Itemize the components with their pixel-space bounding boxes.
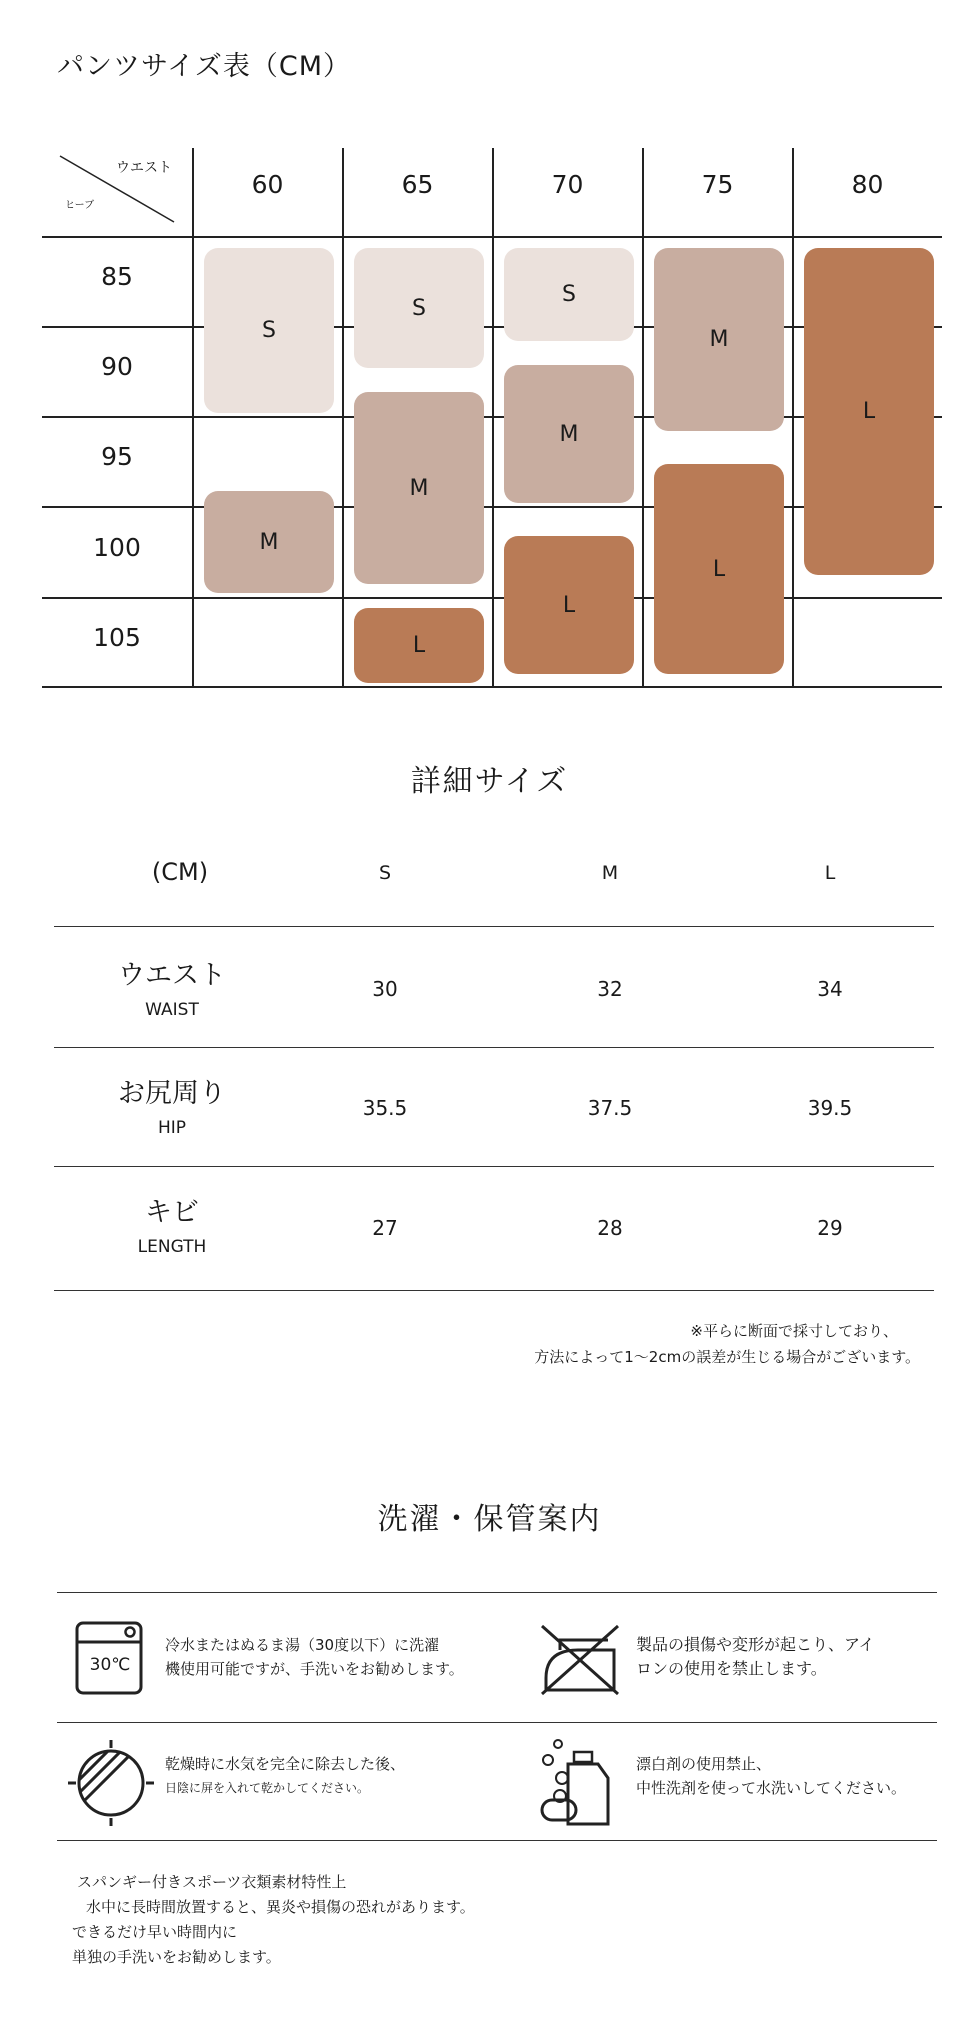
hip-header: 100 (93, 533, 141, 562)
care-text-line: 乾燥時に水気を完全に除去した後、 (165, 1755, 406, 1773)
care-text-line: 機使用可能ですが、手洗いをお勧めします。 (165, 1660, 464, 1678)
size-chart-title: パンツサイズ表（CM） (57, 51, 351, 82)
detail-row-label-en: LENGTH (137, 1237, 207, 1257)
detail-divider (54, 926, 934, 927)
grid-line (642, 148, 644, 688)
hip-header: 85 (101, 262, 133, 291)
measure-note: ※平らに断面で採寸しており、 (690, 1322, 898, 1340)
detail-row-label: ウエスト (118, 960, 226, 991)
size-cell-l: L (504, 536, 634, 674)
grid-line (342, 148, 344, 688)
hip-header: 105 (93, 623, 141, 652)
size-cell-s: S (504, 248, 634, 341)
size-cell-m: M (654, 248, 784, 431)
detail-value: 34 (817, 977, 843, 1001)
detail-value: 37.5 (587, 1096, 633, 1120)
care-text-line: 製品の損傷や変形が起こり、アイ (636, 1635, 875, 1654)
size-cell-s: S (204, 248, 334, 413)
size-cell-m: M (504, 365, 634, 503)
care-text-line: 冷水またはぬるま湯（30度以下）に洗濯 (165, 1636, 440, 1654)
care-divider (57, 1722, 937, 1723)
care-title: 洗濯・保管案内 (377, 1502, 602, 1537)
no-iron-icon (538, 1620, 622, 1700)
detail-value: 39.5 (807, 1096, 853, 1120)
care-divider (57, 1840, 937, 1841)
detail-unit-header: (CM) (151, 858, 209, 886)
care-text (636, 1752, 906, 1800)
detail-row-label: キビ (145, 1197, 199, 1228)
warning-line: 単独の手洗いをお勧めします。 (72, 1948, 281, 1966)
detail-row-label-en: WAIST (145, 1000, 199, 1020)
hip-header: 95 (101, 442, 133, 471)
waist-header: 80 (851, 170, 884, 199)
care-text-line: 中性洗剤を使って水洗いしてください。 (636, 1779, 907, 1797)
waist-header: 75 (701, 170, 734, 199)
waist-header: 70 (551, 170, 584, 199)
waist-header: 65 (401, 170, 434, 199)
size-cell-l: L (804, 248, 934, 575)
size-cell-m: M (204, 491, 334, 593)
waist-header: 60 (251, 170, 284, 199)
care-warning (72, 1870, 475, 1970)
care-text-line: 漂白剤の使用禁止、 (636, 1755, 772, 1773)
wash-temperature: 30℃ (89, 1655, 131, 1675)
hip-header: 90 (101, 352, 133, 381)
detail-value: 27 (372, 1216, 398, 1240)
detail-row-label-en: HIP (157, 1118, 187, 1138)
detail-title: 詳細サイズ (410, 764, 569, 799)
detail-divider (54, 1290, 934, 1291)
size-cell-l: L (654, 464, 784, 674)
detail-divider (54, 1166, 934, 1167)
corner-hip-label: ヒーブ (65, 200, 95, 211)
measure-note: 方法によって1～2cmの誤差が生じる場合がございます。 (534, 1348, 920, 1366)
warning-line: スパンギー付きスポーツ衣類素材特性上 (77, 1873, 347, 1891)
shade-dry-icon (66, 1738, 156, 1832)
care-text (636, 1633, 875, 1681)
detail-size-header: M (601, 862, 619, 884)
detail-size-header: L (824, 862, 836, 884)
detail-value: 35.5 (362, 1096, 408, 1120)
care-text-line: ロンの使用を禁止します。 (636, 1659, 827, 1678)
size-cell-m: M (354, 392, 484, 584)
detail-value: 28 (597, 1216, 623, 1240)
detail-row-label: お尻周り (118, 1078, 226, 1109)
corner-waist-label: ウエスト (116, 160, 172, 176)
care-divider (57, 1592, 937, 1593)
detail-value: 30 (372, 977, 398, 1001)
detail-value: 29 (817, 1216, 843, 1240)
size-cell-l: L (354, 608, 484, 683)
grid-line (792, 148, 794, 688)
size-cell-s: S (354, 248, 484, 368)
grid-line (192, 148, 194, 688)
grid-line (492, 148, 494, 688)
detail-value: 32 (597, 977, 623, 1001)
care-text-line: 日陰に屏を入れて乾かしてください。 (165, 1781, 370, 1795)
care-text (165, 1752, 405, 1800)
warning-line: 水中に長時間放置すると、異炎や損傷の恐れがあります。 (86, 1898, 475, 1916)
care-text (165, 1633, 464, 1681)
detergent-icon (538, 1738, 618, 1832)
detail-size-header: S (378, 862, 392, 884)
warning-line: できるだけ早い時間内に (72, 1923, 238, 1941)
detail-divider (54, 1047, 934, 1048)
